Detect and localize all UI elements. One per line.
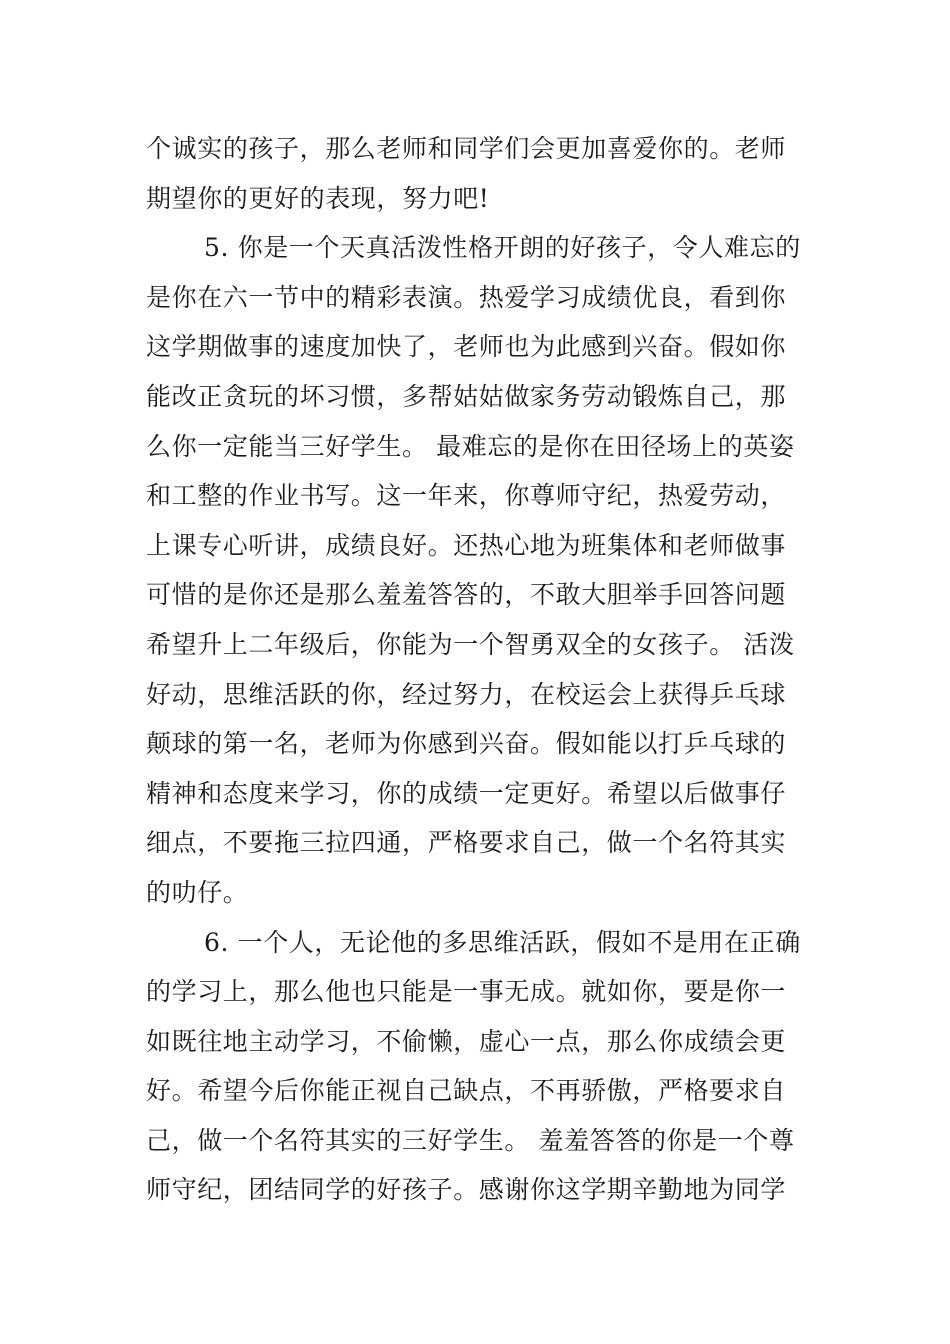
text-line: 么你一定能当三好学生。 最难忘的是你在田径场上的英姿 [146,431,795,461]
text-line: 上课专心听讲，成绩良好。还热心地为班集体和老师做事 [146,530,787,560]
text-line: 的学习上，那么他也只能是一事无成。就如你，要是你一 [146,977,787,1007]
text-line: 个诚实的孩子，那么老师和同学们会更加喜爱你的。老师 [146,134,787,163]
text-line: 期望你的更好的表现，努力吧! [146,183,490,213]
text-line: 精神和态度来学习，你的成绩一定更好。希望以后做事仔 [146,778,787,808]
text-line: 6. 一个人，无论他的多思维活跃，假如不是用在正确 [204,927,801,957]
text-line: 和工整的作业书写。这一年来，你尊师守纪，热爱劳动， [146,481,787,511]
text-line: 如既往地主动学习，不偷懒，虚心一点，那么你成绩会更 [146,1026,787,1056]
text-line: 可惜的是你还是那么羞羞答答的，不敢大胆举手回答问题 [146,580,787,610]
text-line: 的叻仔。 [146,877,249,907]
text-line: 5. 你是一个天真活泼性格开朗的好孩子，令人难忘的 [204,233,801,263]
text-line: 好动，思维活跃的你，经过努力，在校运会上获得乒乓球 [146,679,787,709]
text-line: 己，做一个名符其实的三好学生。 羞羞答答的你是一个尊 [146,1125,795,1155]
text-line: 细点，不要拖三拉四通，严格要求自己，做一个名符其实 [146,828,787,858]
document-body [146,124,816,1215]
text-line: 是你在六一节中的精彩表演。热爱学习成绩优良，看到你 [146,282,787,312]
text-line: 希望升上二年级后，你能为一个智勇双全的女孩子。 活泼 [146,629,795,659]
text-line: 师守纪，团结同学的好孩子。感谢你这学期辛勤地为同学 [146,1175,787,1205]
text-line: 能改正贪玩的坏习惯，多帮姑姑做家务劳动锻炼自己，那 [146,381,787,411]
text-line: 好。希望今后你能正视自己缺点，不再骄傲，严格要求自 [146,1076,787,1106]
text-line: 颠球的第一名，老师为你感到兴奋。假如能以打乒乓球的 [146,729,787,759]
text-line: 这学期做事的速度加快了，老师也为此感到兴奋。假如你 [146,332,787,362]
